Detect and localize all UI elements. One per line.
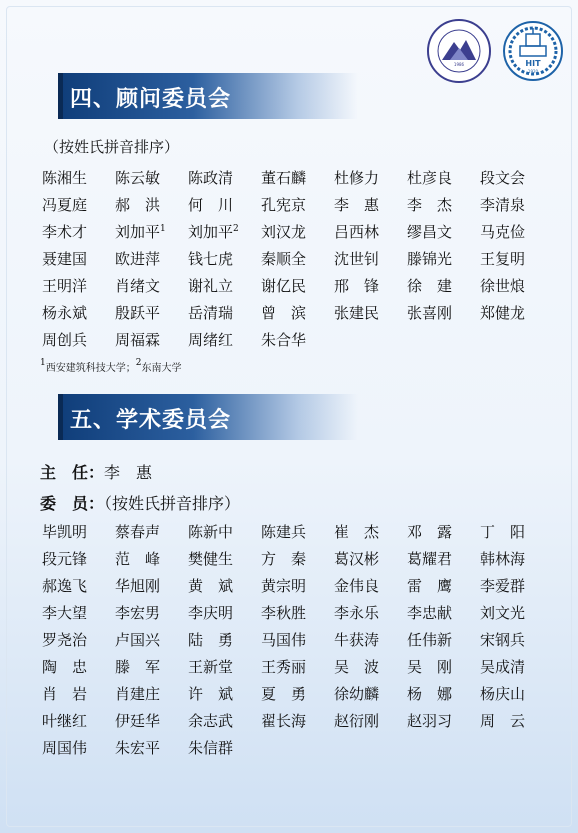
member-name: 聂建国 [42, 250, 88, 268]
member-name: 肖绪文 [115, 277, 161, 295]
member-name: 郝 洪 [115, 196, 161, 214]
member-name: 樊健生 [188, 550, 234, 568]
member-name: 余志武 [188, 712, 234, 730]
chair-line [40, 460, 152, 483]
member-name: 李爱群 [480, 577, 526, 595]
member-name: 李秋胜 [261, 604, 307, 622]
member-name: 任伟新 [407, 631, 453, 649]
member-name: 滕锦光 [407, 250, 453, 268]
svg-text:HIT: HIT [525, 59, 541, 68]
member-name: 杨永斌 [42, 304, 88, 322]
member-name: 葛耀君 [407, 550, 453, 568]
chair-label: 主 任： [40, 463, 105, 482]
member-name: 李庆明 [188, 604, 234, 622]
member-name: 李清泉 [480, 196, 526, 214]
member-name: 陶 忠 [42, 658, 88, 676]
member-name: 缪昌文 [407, 223, 453, 241]
member-name: 刘文光 [480, 604, 526, 622]
member-name: 葛汉彬 [334, 550, 380, 568]
member-name: 夏 勇 [261, 685, 307, 703]
member-name: 王复明 [480, 250, 526, 268]
member-name: 翟长海 [261, 712, 307, 730]
section-title-advisory: 四、顾问委员会 [70, 86, 232, 112]
member-name: 吴 刚 [407, 658, 453, 676]
member-name: 马国伟 [261, 631, 307, 649]
member-name: 段元锋 [42, 550, 88, 568]
member-name: 王秀丽 [261, 658, 307, 676]
member-name: 许 斌 [188, 685, 234, 703]
member-name: 雷 鹰 [407, 577, 453, 595]
banner-accent [58, 394, 63, 440]
nsfc-logo [426, 18, 492, 84]
member-line [40, 491, 240, 514]
member-name: 方 秦 [261, 550, 307, 568]
section-title-academic: 五、学术委员会 [70, 407, 232, 433]
member-name: 陈建兵 [261, 523, 307, 541]
member-name: 沈世钊 [334, 250, 380, 268]
member-name: 李 惠 [334, 196, 380, 214]
member-name: 刘加平$^2$ [188, 223, 239, 241]
member-name: 谢亿民 [261, 277, 307, 295]
svg-text:1920: 1920 [527, 69, 539, 74]
member-name: 钱七虎 [188, 250, 234, 268]
member-name: 罗尧治 [42, 631, 88, 649]
member-name: 滕 军 [115, 658, 161, 676]
member-name: 杨 娜 [407, 685, 453, 703]
member-name: 黄 斌 [188, 577, 234, 595]
member-name: 宋钢兵 [480, 631, 526, 649]
member-name: 范 峰 [115, 550, 161, 568]
member-name: 徐世烺 [480, 277, 526, 295]
member-name: 吴成清 [480, 658, 526, 676]
member-name: 张建民 [334, 304, 380, 322]
member-name: 赵衍刚 [334, 712, 380, 730]
chair-name: 李 惠 [104, 463, 153, 482]
member-name: 朱宏平 [115, 739, 161, 757]
sort-note-advisory: （按姓氏拼音排序） [44, 138, 180, 156]
member-name: 岳清瑞 [188, 304, 234, 322]
member-name: 马克俭 [480, 223, 526, 241]
member-name: 肖建庄 [115, 685, 161, 703]
member-name: 吴 波 [334, 658, 380, 676]
member-name: 赵羽习 [407, 712, 453, 730]
member-name: 张喜刚 [407, 304, 453, 322]
member-name: 陆 勇 [188, 631, 234, 649]
member-name: 王新堂 [188, 658, 234, 676]
member-name: 郑健龙 [480, 304, 526, 322]
footnote-mark: 2 [233, 224, 239, 234]
member-name: 丁 阳 [480, 523, 526, 541]
member-name: 郝逸飞 [42, 577, 88, 595]
footnote: $^1$西安建筑科技大学；$^2$东南大学 [40, 358, 182, 374]
member-name: 李忠献 [407, 604, 453, 622]
member-name: 孔宪京 [261, 196, 307, 214]
member-name: 谢礼立 [188, 277, 234, 295]
member-name: 牛获涛 [334, 631, 380, 649]
member-name: 徐 建 [407, 277, 453, 295]
hit-logo [500, 18, 566, 84]
member-name: 杨庆山 [480, 685, 526, 703]
svg-text:1986: 1986 [453, 62, 465, 67]
member-name: 李永乐 [334, 604, 380, 622]
member-name: 周 云 [480, 712, 526, 730]
member-name: 李宏男 [115, 604, 161, 622]
member-name: 周福霖 [115, 331, 161, 349]
academic-name-grid [42, 519, 553, 762]
member-name: 刘汉龙 [261, 223, 307, 241]
member-sort-note: （按姓氏拼音排序） [104, 494, 241, 513]
member-name: 朱信群 [188, 739, 234, 757]
advisory-name-grid [42, 165, 553, 354]
member-name: 肖 岩 [42, 685, 88, 703]
member-name: 吕西林 [334, 223, 380, 241]
member-name: 华旭刚 [115, 577, 161, 595]
footnote-mark: 1 [160, 224, 166, 234]
banner-accent [58, 73, 63, 119]
member-name: 周创兵 [42, 331, 88, 349]
member-name: 陈政清 [188, 169, 234, 187]
member-name: 殷跃平 [115, 304, 161, 322]
member-name: 黄宗明 [261, 577, 307, 595]
member-name: 陈新中 [188, 523, 234, 541]
member-name: 陈云敏 [115, 169, 161, 187]
member-name: 李术才 [42, 223, 88, 241]
member-name: 董石麟 [261, 169, 307, 187]
member-name: 冯夏庭 [42, 196, 88, 214]
section-banner-academic [58, 394, 358, 440]
member-name: 杜彦良 [407, 169, 453, 187]
member-label: 委 员： [40, 494, 105, 513]
member-name: 蔡春声 [115, 523, 161, 541]
member-name: 邢 锋 [334, 277, 380, 295]
member-name: 伊廷华 [115, 712, 161, 730]
member-name: 刘加平$^1$ [115, 223, 166, 241]
member-name: 李 杰 [407, 196, 453, 214]
member-name: 杜修力 [334, 169, 380, 187]
member-name: 卢国兴 [115, 631, 161, 649]
member-name: 朱合华 [261, 331, 307, 349]
member-name: 徐幼麟 [334, 685, 380, 703]
member-name: 王明洋 [42, 277, 88, 295]
member-name: 陈湘生 [42, 169, 88, 187]
member-name: 毕凯明 [42, 523, 88, 541]
member-name: 周绪红 [188, 331, 234, 349]
member-name: 李大望 [42, 604, 88, 622]
member-name: 何 川 [188, 196, 234, 214]
member-name: 段文会 [480, 169, 526, 187]
member-name: 曾 滨 [261, 304, 307, 322]
member-name: 崔 杰 [334, 523, 380, 541]
member-name: 欧进萍 [115, 250, 161, 268]
member-name: 秦顺全 [261, 250, 307, 268]
member-name: 叶继红 [42, 712, 88, 730]
section-banner-advisory [58, 73, 358, 119]
member-name: 金伟良 [334, 577, 380, 595]
member-name: 邓 露 [407, 523, 453, 541]
member-name: 周国伟 [42, 739, 88, 757]
logo-group [426, 18, 566, 84]
member-name: 韩林海 [480, 550, 526, 568]
